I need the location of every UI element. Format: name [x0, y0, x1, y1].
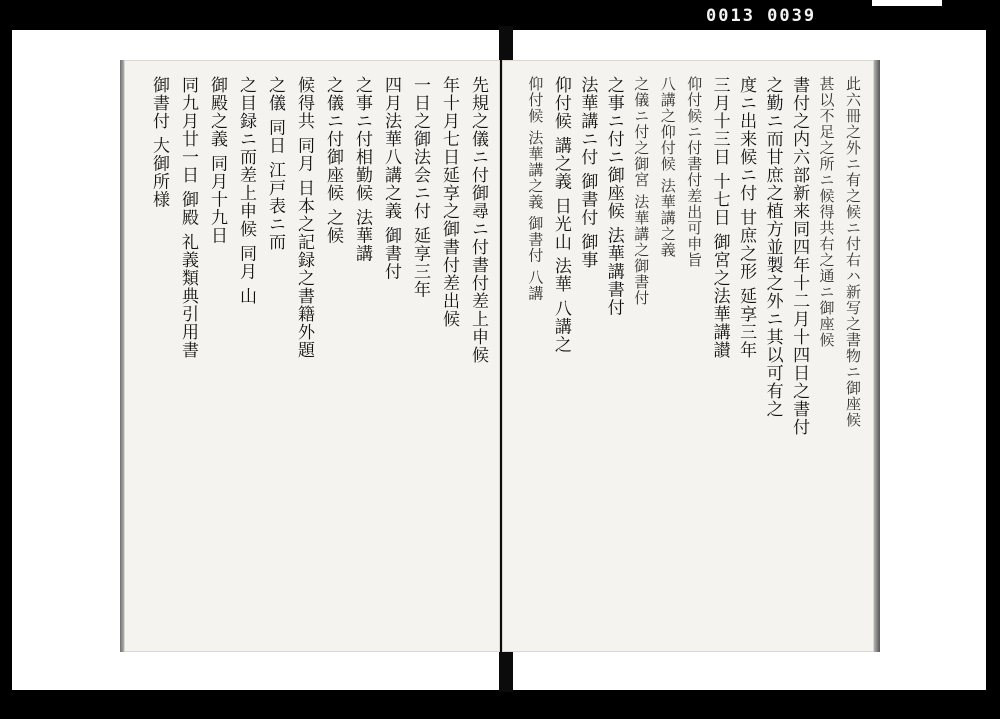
text-column: 年十月七日延享之御書付差出候	[439, 76, 459, 328]
text-column: 候得共 同月 日本之記録之書籍外題	[294, 76, 314, 359]
text-column: 四月法華八講之義 御書付	[381, 76, 401, 281]
text-column: 之勤ニ而甘庶之植方並製之外ニ其以可有之	[762, 76, 783, 418]
text-column: 三月十三日 十七日 御宮之法華講讃	[709, 76, 730, 359]
right-page	[502, 60, 874, 652]
text-column: 之儀ニ付御座候 之候	[323, 76, 343, 245]
right-page-text	[516, 76, 860, 638]
text-column: 一日之御法会ニ付 延享三年	[410, 76, 430, 299]
text-column: 八講之仰付候 法華講之義	[658, 76, 677, 258]
text-column: 同九月廿一日 御殿 礼義類典引用書	[178, 76, 198, 359]
text-column: 此六冊之外ニ有之候ニ付右ハ新写之書物ニ御座候	[844, 76, 862, 428]
text-column: 甚以不足之所ニ候得共右之通ニ御座候	[817, 76, 836, 348]
frame-counter: 0013 0039	[706, 6, 817, 26]
text-column: 先規之儀ニ付御尋ニ付書付差上申候	[468, 76, 488, 364]
text-column: 之事ニ付相勤候 法華講	[352, 76, 372, 263]
text-column: 之儀ニ付之御宮 法華講之御書付	[632, 76, 651, 306]
left-page-text	[138, 76, 486, 638]
text-column: 仰付候 講之義 日光山 法華 八講之	[550, 76, 571, 354]
text-column: 御殿之義 同月十九日	[207, 76, 227, 245]
text-column: 度ニ出来候ニ付 甘庶之形 延享三年	[736, 76, 757, 359]
text-column: 之目録ニ而差上申候 同月 山	[236, 76, 256, 305]
text-column: 之事ニ付ニ御座候 法華講書付	[603, 76, 624, 317]
text-column: 仰付候 法華講之義 御書付 八講	[526, 76, 545, 302]
left-page	[124, 60, 500, 652]
text-column: 御書付 大御所様	[149, 76, 169, 209]
film-corner-mark	[872, 0, 942, 6]
text-column: 仰付候ニ付書付差出可申旨	[685, 76, 704, 268]
text-column: 法華講ニ付 御書付 御事	[577, 76, 598, 269]
text-column: 之儀 同日 江戸表ニ而	[265, 76, 285, 251]
text-column: 書付之内六部新来同四年十二月十四日之書付	[789, 76, 810, 436]
